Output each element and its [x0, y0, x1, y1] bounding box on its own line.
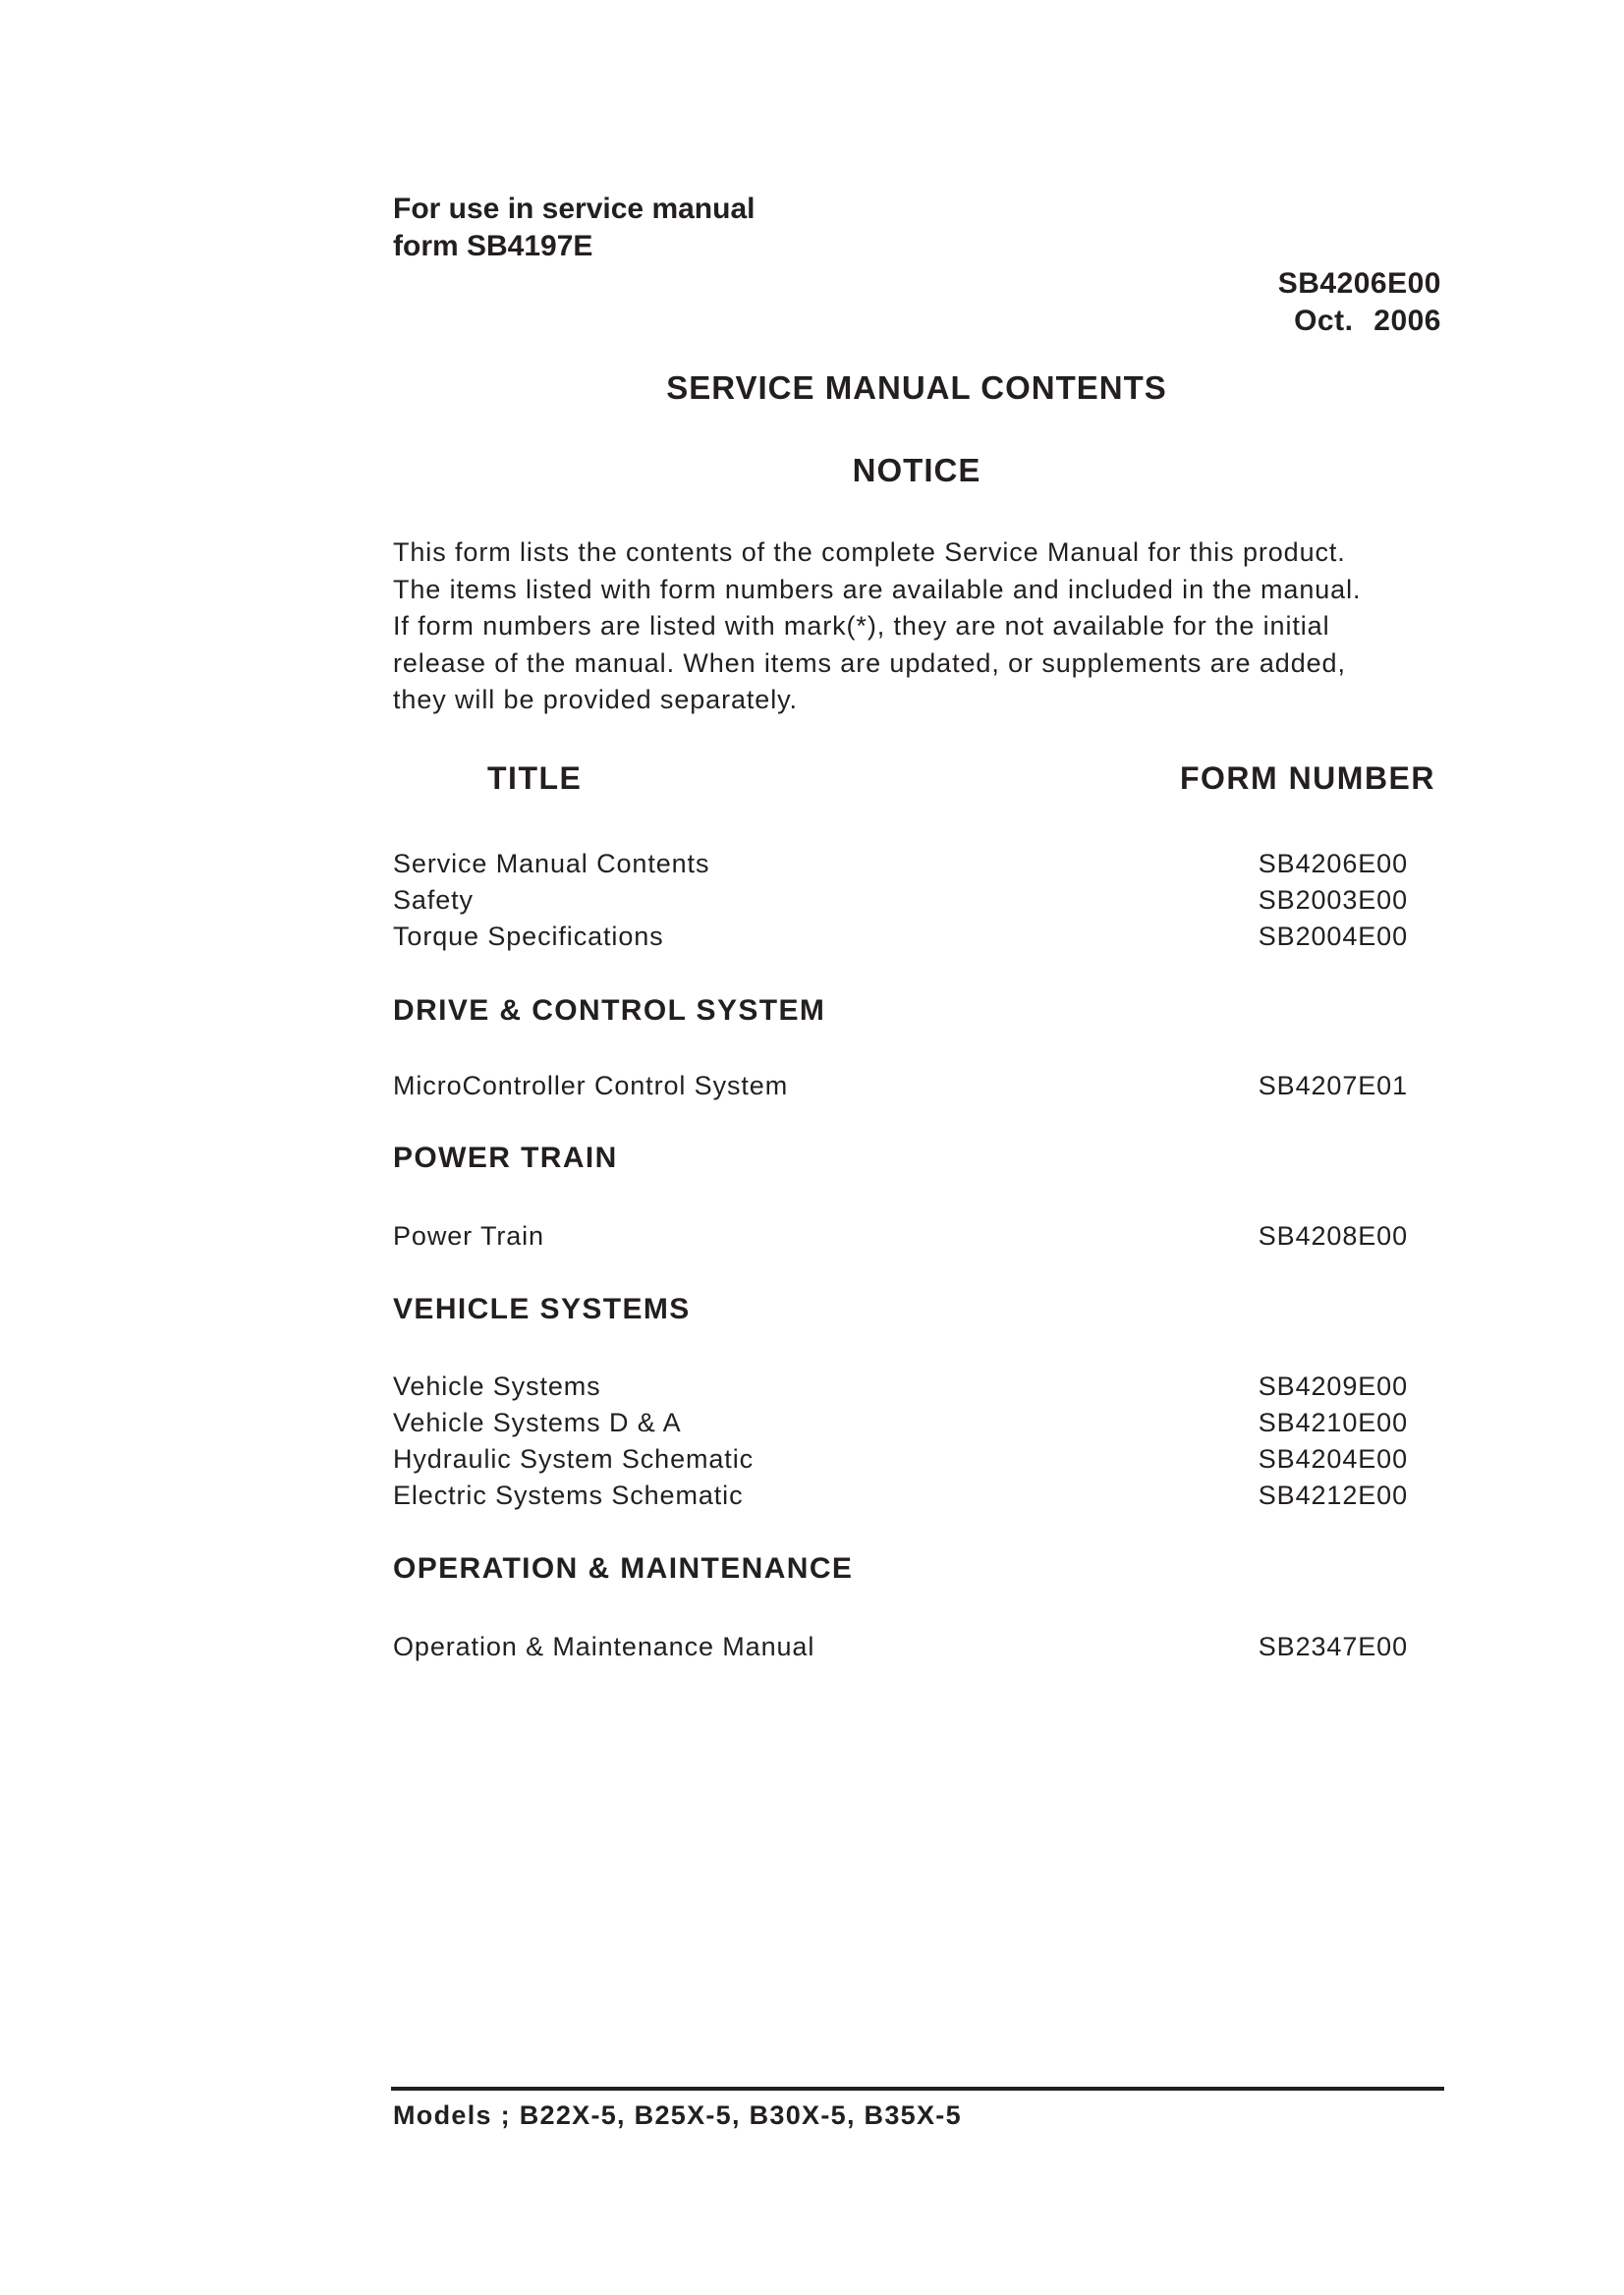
item-form-number: SB4207E01 [1258, 1071, 1408, 1100]
notice-line: release of the manual. When items are updated, or supplements are added, [393, 647, 1346, 678]
item-title: Service Manual Contents [393, 849, 710, 878]
item-title: Operation & Maintenance Manual [393, 1632, 815, 1661]
contents-row [393, 919, 1408, 954]
notice-paragraph [393, 534, 1474, 719]
notice-heading: NOTICE [852, 452, 981, 488]
item-title: MicroController Control System [393, 1071, 789, 1100]
contents-row [393, 1369, 1408, 1404]
item-form-number: SB2004E00 [1258, 922, 1408, 951]
item-form-number: SB4208E00 [1258, 1221, 1408, 1251]
contents-row [393, 1629, 1408, 1664]
section-heading-operation-maintenance: OPERATION & MAINTENANCE [393, 1552, 854, 1585]
reference-line-2: form SB4197E [393, 230, 593, 262]
item-form-number: SB4212E00 [1258, 1481, 1408, 1510]
footer-divider [391, 2087, 1444, 2091]
section-heading-vehicle-systems: VEHICLE SYSTEMS [393, 1293, 691, 1325]
section-heading-drive-control: DRIVE & CONTROL SYSTEM [393, 994, 826, 1027]
contents-row [393, 1478, 1408, 1513]
service-manual-reference [393, 191, 755, 265]
item-form-number: SB2003E00 [1258, 885, 1408, 915]
item-title: Safety [393, 885, 474, 915]
item-title: Torque Specifications [393, 922, 664, 951]
item-form-number: SB4210E00 [1258, 1408, 1408, 1437]
document-meta [1278, 265, 1441, 340]
notice-line: The items listed with form numbers are available and included in the manual. [393, 574, 1362, 604]
models-line: Models ; B22X-5, B25X-5, B30X-5, B35X-5 [393, 2100, 962, 2130]
notice-line: This form lists the contents of the complete Service Manual for this product. [393, 537, 1346, 567]
item-form-number: SB4204E00 [1258, 1444, 1408, 1474]
item-title: Power Train [393, 1221, 544, 1251]
contents-row [393, 1068, 1408, 1103]
page-title: SERVICE MANUAL CONTENTS [666, 369, 1167, 406]
item-title: Vehicle Systems [393, 1371, 601, 1401]
contents-row [393, 1218, 1408, 1254]
column-header-form-number: FORM NUMBER [1179, 760, 1435, 796]
item-form-number: SB4209E00 [1258, 1371, 1408, 1401]
item-title: Vehicle Systems D & A [393, 1408, 682, 1437]
item-title: Hydraulic System Schematic [393, 1444, 755, 1474]
contents-row [393, 882, 1408, 918]
item-form-number: SB2347E00 [1258, 1632, 1408, 1661]
document-number: SB4206E00 [1277, 267, 1441, 300]
item-form-number: SB4206E00 [1258, 849, 1408, 878]
section-heading-power-train: POWER TRAIN [393, 1142, 618, 1174]
contents-row [393, 1405, 1408, 1440]
contents-row [393, 846, 1408, 881]
column-header-title: TITLE [487, 760, 583, 796]
contents-row [393, 1441, 1408, 1477]
notice-line: If form numbers are listed with mark(*), they are not available for the initial [393, 611, 1330, 641]
reference-line-1: For use in service manual [393, 193, 756, 225]
item-title: Electric Systems Schematic [393, 1481, 744, 1510]
notice-line: they will be provided separately. [393, 685, 798, 714]
document-date: Oct. 2006 [1294, 305, 1441, 337]
